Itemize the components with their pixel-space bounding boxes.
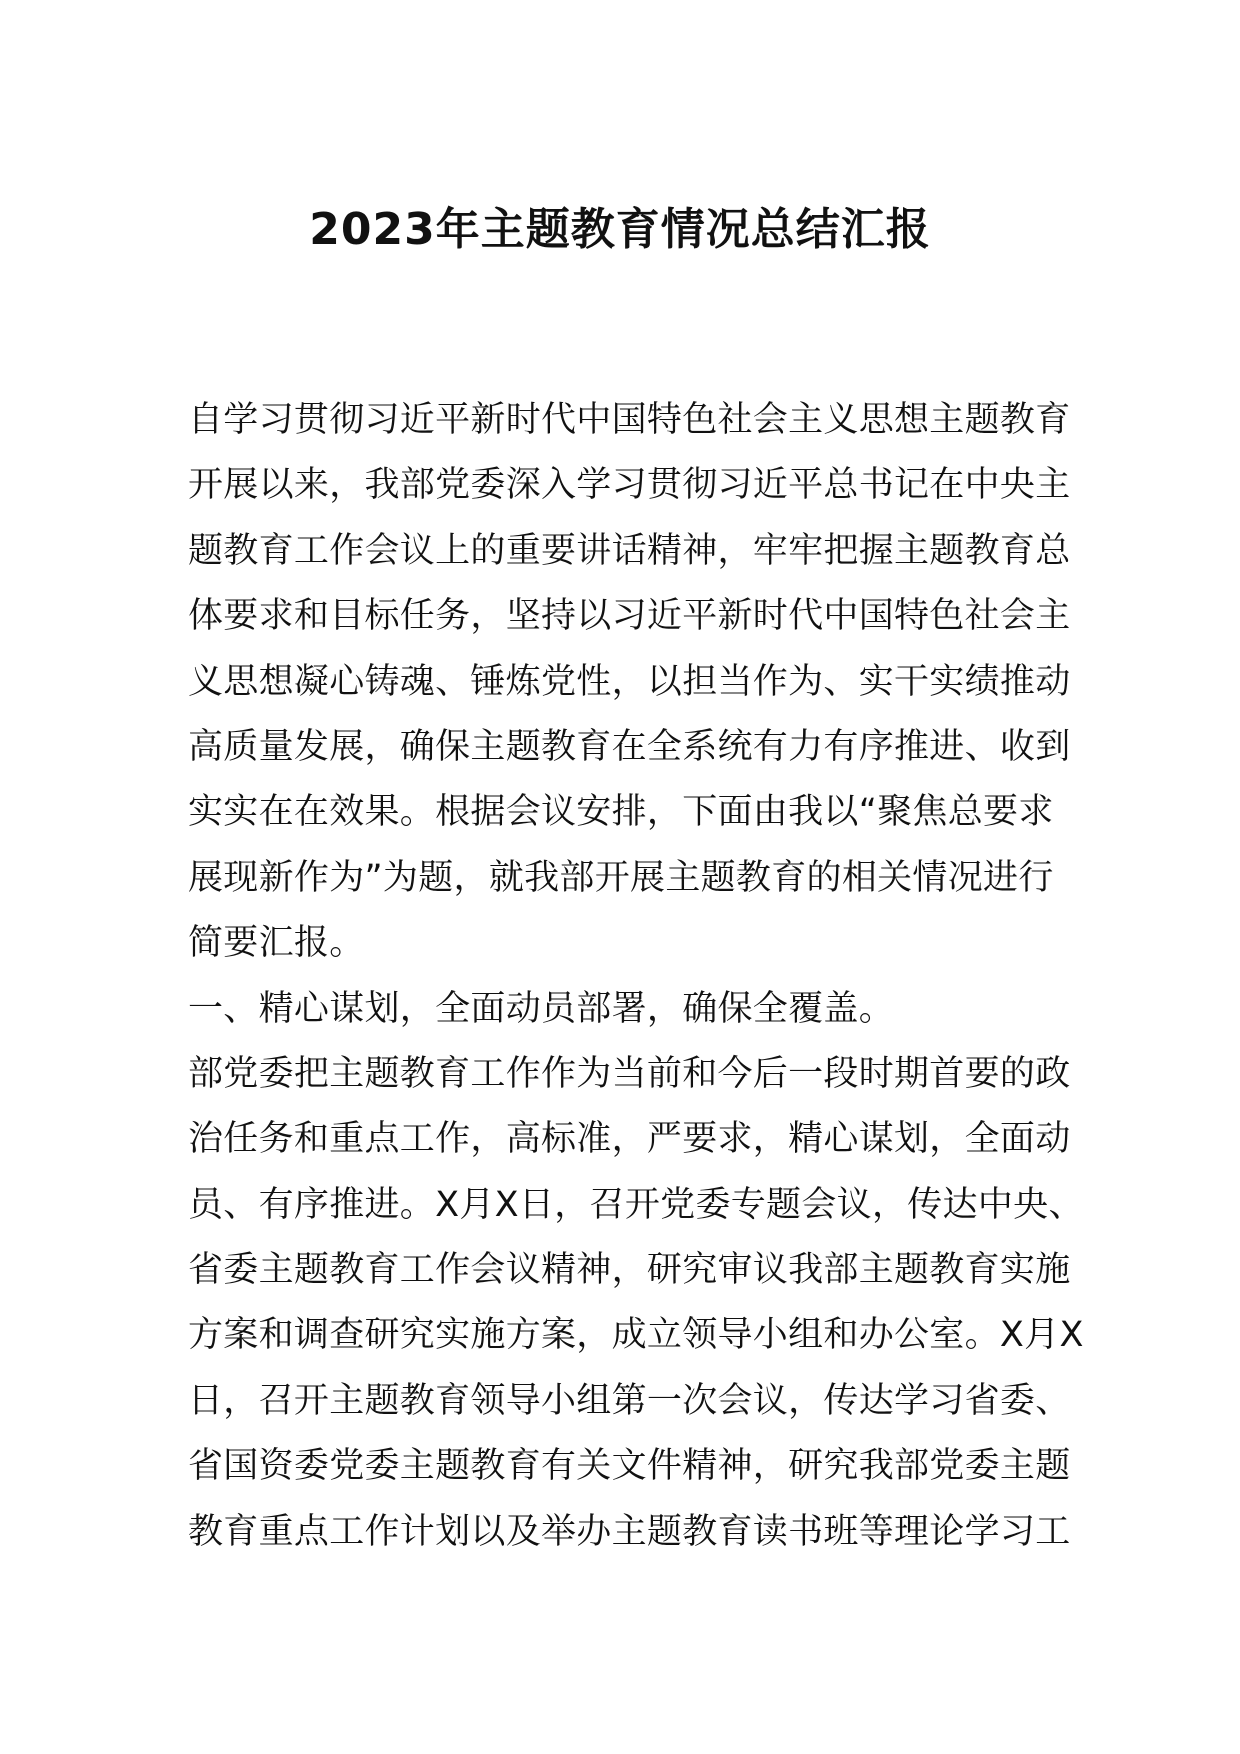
body-line: 部党委把主题教育工作作为当前和今后一段时期首要的政 — [188, 1053, 1071, 1094]
body-line: 展现新作为”为题，就我部开展主题教育的相关情况进行 — [188, 857, 1054, 898]
body-line: 省国资委党委主题教育有关文件精神，研究我部党委主题 — [188, 1446, 1071, 1487]
body-line: 义思想凝心铸魂、锤炼党性，以担当作为、实干实绩推动 — [188, 661, 1071, 702]
body-line: 省委主题教育工作会议精神，研究审议我部主题教育实施 — [188, 1250, 1071, 1291]
document-body — [188, 388, 1084, 1565]
body-line: 日，召开主题教育领导小组第一次会议，传达学习省委、 — [188, 1380, 1071, 1421]
body-line: 体要求和目标任务，坚持以习近平新时代中国特色社会主 — [188, 596, 1071, 637]
body-line: 员、有序推进。X月X日，召开党委专题会议，传达中央、 — [188, 1184, 1084, 1225]
document-title: 2023年主题教育情况总结汇报 — [309, 204, 931, 255]
body-line: 教育重点工作计划以及举办主题教育读书班等理论学习工 — [188, 1511, 1071, 1552]
body-line: 自学习贯彻习近平新时代中国特色社会主义思想主题教育 — [188, 400, 1071, 440]
body-line: 开展以来，我部党委深入学习贯彻习近平总书记在中央主 — [188, 465, 1071, 506]
body-line: 治任务和重点工作，高标准，严要求，精心谋划，全面动 — [188, 1119, 1071, 1160]
section-heading: 一、精心谋划，全面动员部署，确保全覆盖。 — [188, 988, 895, 1029]
body-line: 题教育工作会议上的重要讲话精神，牢牢把握主题教育总 — [188, 530, 1071, 571]
body-line: 高质量发展，确保主题教育在全系统有力有序推进、收到 — [188, 726, 1071, 767]
body-line: 方案和调查研究实施方案，成立领导小组和办公室。X月X — [188, 1315, 1084, 1356]
body-line: 简要汇报。 — [188, 923, 365, 964]
body-line: 实实在在效果。根据会议安排，下面由我以“聚焦总要求 — [188, 792, 1054, 833]
